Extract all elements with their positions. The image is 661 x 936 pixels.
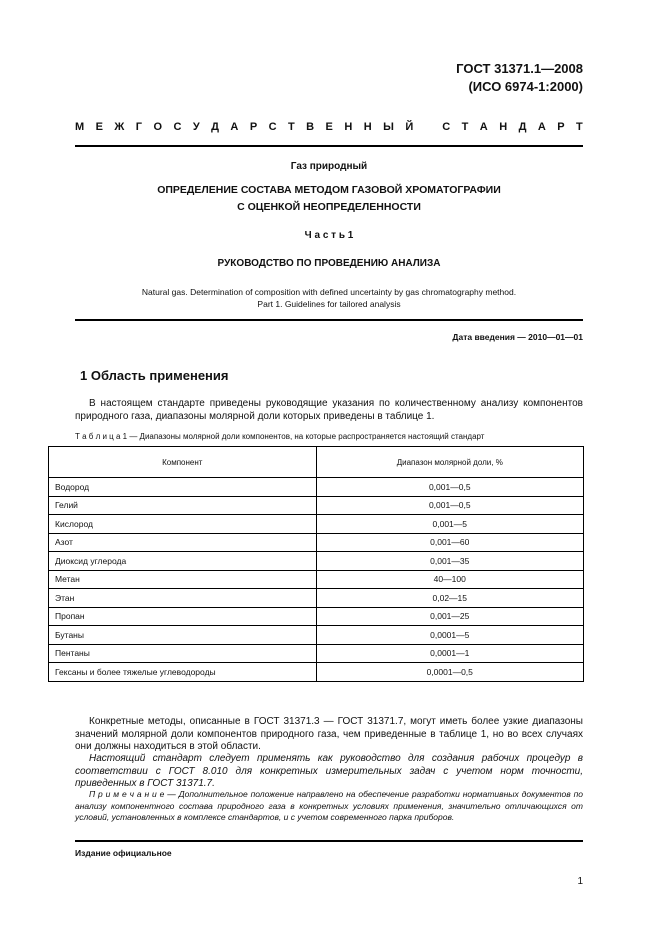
component-name: Гелий [49, 496, 317, 515]
part-title: РУКОВОДСТВО ПО ПРОВЕДЕНИЮ АНАЛИЗА [217, 258, 441, 269]
table-row [49, 533, 584, 552]
divider [75, 145, 583, 147]
title-letter: Т [287, 121, 295, 133]
molar-range: 0,0001—5 [316, 626, 584, 645]
molar-range: 0,001—25 [316, 607, 584, 626]
title-letter: С [173, 121, 182, 133]
divider [75, 319, 583, 321]
title-letter: Р [557, 121, 565, 133]
component-name: Пропан [49, 607, 317, 626]
title-letter: А [230, 121, 239, 133]
title-letter: А [479, 121, 488, 133]
page-number: 1 [577, 876, 583, 887]
note: П р и м е ч а н и е — Дополнительное положение направлено на обеспечение разработки нормативных документов по анализу компонентного состава природного газа в конкретных условиях применения, значительно отличающихся от условий, установленных в комплексе стандартов, и с учетом современного парка приборов. [75, 789, 583, 822]
title-line2: С ОЦЕНКОЙ НЕОПРЕДЕЛЕННОСТИ [237, 201, 421, 213]
molar-range: 0,02—15 [316, 589, 584, 608]
column-header: Компонент [49, 447, 317, 478]
title-letter: Н [363, 121, 372, 133]
molar-range: 0,0001—1 [316, 644, 584, 663]
table-row [49, 644, 584, 663]
title-letter: Ж [114, 121, 125, 133]
molar-range: 0,001—5 [316, 515, 584, 534]
divider [75, 840, 583, 842]
title-letter: Д [518, 121, 527, 133]
intro-date: Дата введения — 2010—01—01 [452, 332, 583, 342]
title-letter [425, 121, 431, 133]
table-row [49, 515, 584, 534]
table-caption: Т а б л и ц а 1 — Диапазоны молярной доли компонентов, на которые распространяется настоящий стандарт [75, 432, 485, 441]
component-name: Диоксид углерода [49, 552, 317, 571]
component-name: Азот [49, 533, 317, 552]
component-name: Водород [49, 478, 317, 497]
components-table [48, 446, 584, 682]
component-name: Этан [49, 589, 317, 608]
standard-code: ГОСТ 31371.1—2008 [456, 61, 583, 76]
paragraph-italic: Настоящий стандарт следует применять как руководство для создания рабочих процедур в соответствии с ГОСТ 8.010 для конкретных измерительных задач с учетом норм точности, приведенных в ГОСТ 31371.7. [75, 753, 583, 789]
table-row [49, 663, 584, 682]
table-row [49, 552, 584, 571]
title-letter: Н [499, 121, 508, 133]
part-number: Ч а с т ь 1 [304, 230, 354, 241]
title-letter: Т [461, 121, 469, 133]
molar-range: 0,001—35 [316, 552, 584, 571]
table-row [49, 589, 584, 608]
title-letter: Г [135, 121, 143, 133]
molar-range: 0,001—0,5 [316, 496, 584, 515]
subject: Газ природный [290, 161, 368, 172]
english-title2: Part 1. Guidelines for tailored analysis [257, 299, 401, 309]
standard-type [75, 121, 583, 133]
title-letter: Д [211, 121, 219, 133]
title-letter: У [192, 121, 200, 133]
component-name: Кислород [49, 515, 317, 534]
section-heading: 1 Область применения [80, 368, 229, 383]
title-letter: Й [405, 121, 414, 133]
molar-range: 0,001—60 [316, 533, 584, 552]
title-letter: М [75, 121, 85, 133]
title-letter: А [537, 121, 546, 133]
paragraph: Конкретные методы, описанные в ГОСТ 31371.3 — ГОСТ 31371.7, могут иметь более узкие диапазоны значений молярной доли компонентов природного газа, чем приведенные в таблице 1, но во всех случаях они должны находиться в этой области. [75, 716, 583, 752]
title-letter: В [306, 121, 315, 133]
title-letter: Е [95, 121, 103, 133]
column-header: Диапазон молярной доли, % [316, 447, 584, 478]
component-name: Пентаны [49, 644, 317, 663]
edition-label: Издание официальное [75, 848, 172, 858]
component-name: Гексаны и более тяжелые углеводороды [49, 663, 317, 682]
title-letter: Р [249, 121, 258, 133]
title-line1: ОПРЕДЕЛЕНИЕ СОСТАВА МЕТОДОМ ГАЗОВОЙ ХРОМАТОГРАФИИ [157, 184, 501, 196]
paragraph: В настоящем стандарте приведены руководящие указания по количественному анализу компонентов природного газа, диапазоны молярной доли которых приведены в таблице 1. [75, 398, 583, 422]
table-row [49, 496, 584, 515]
table-row [49, 607, 584, 626]
table-row [49, 478, 584, 497]
table-row [49, 570, 584, 589]
molar-range: 0,001—0,5 [316, 478, 584, 497]
table-row [49, 626, 584, 645]
title-letter: Ы [383, 121, 394, 133]
title-letter: Е [325, 121, 333, 133]
title-letter: Т [576, 121, 583, 133]
component-name: Метан [49, 570, 317, 589]
molar-range: 40—100 [316, 570, 584, 589]
english-title1: Natural gas. Determination of composition with defined uncertainty by gas chromatography method. [141, 287, 517, 297]
title-letter: О [153, 121, 163, 133]
molar-range: 0,0001—0,5 [316, 663, 584, 682]
title-letter: С [268, 121, 277, 133]
component-name: Бутаны [49, 626, 317, 645]
title-letter: С [442, 121, 451, 133]
title-letter: Н [344, 121, 353, 133]
iso-code: (ИСО 6974-1:2000) [468, 79, 583, 94]
